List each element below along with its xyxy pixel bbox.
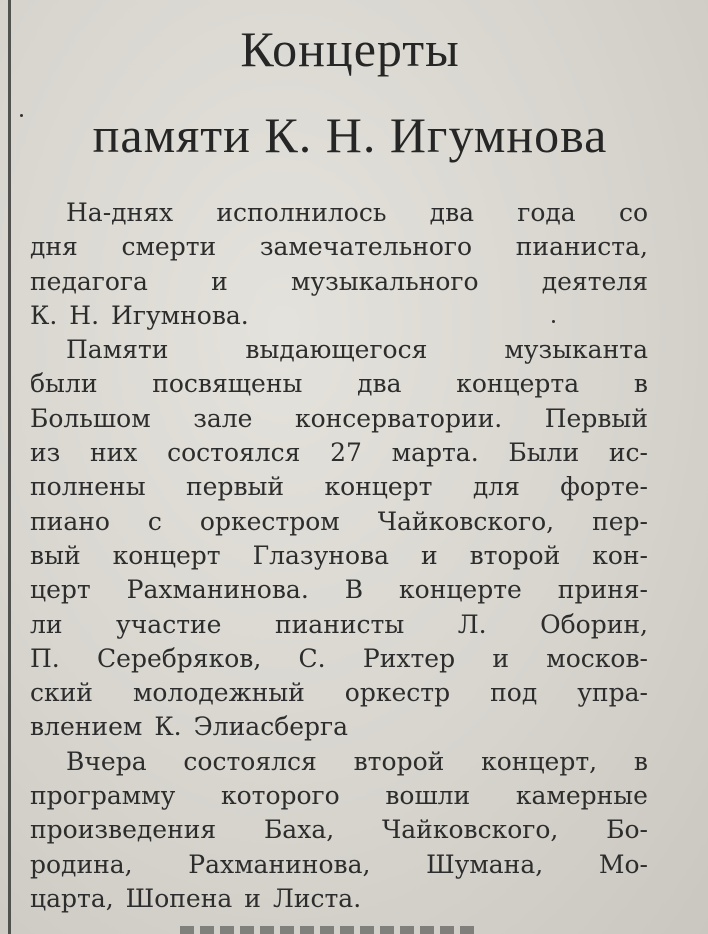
headline-line-1: Концерты	[240, 21, 460, 77]
next-article-fragment	[180, 926, 480, 934]
article-line: Большом зале консерватории. Первый	[30, 403, 648, 433]
article-line: ский молодежный оркестр под упра-	[30, 678, 648, 708]
article-body	[30, 196, 648, 916]
article-line: вый концерт Глазунова и второй кон-	[30, 540, 648, 570]
article-line: были посвящены два концерта в	[30, 369, 648, 399]
column-rule	[8, 0, 11, 934]
article-line: произведения Баха, Чайковского, Бо-	[30, 815, 648, 845]
article-line: полнены первый концерт для форте-	[30, 472, 648, 502]
article-line: из них состоялся 27 марта. Были ис-	[30, 438, 648, 468]
article-line: родина, Рахманинова, Шумана, Мо-	[30, 849, 648, 879]
article-line: Вчера состоялся второй концерт, в	[66, 746, 648, 776]
article-line: К. Н. Игумнова.	[30, 300, 249, 330]
article-line: На-днях исполнилось два года со	[66, 198, 648, 227]
article-line: программу которого вошли камерные	[30, 781, 648, 811]
article-line: пиано с оркестром Чайковского, пер-	[30, 506, 648, 536]
article-line: дня смерти замечательного пианиста,	[30, 232, 648, 262]
article-line: влением К. Элиасберга	[30, 712, 349, 742]
headline-line-2: памяти К. Н. Игумнова	[92, 107, 608, 163]
article-line: Памяти выдающегося музыканта	[66, 335, 648, 365]
article-line: П. Серебряков, С. Рихтер и москов-	[30, 643, 648, 673]
article-line: церт Рахманинова. В концерте приня-	[30, 575, 648, 605]
article-line: педагога и музыкального деятеля	[30, 266, 648, 296]
article-line: царта, Шопена и Листа.	[30, 883, 362, 913]
article-line: ли участие пианисты Л. Оборин,	[30, 609, 648, 639]
